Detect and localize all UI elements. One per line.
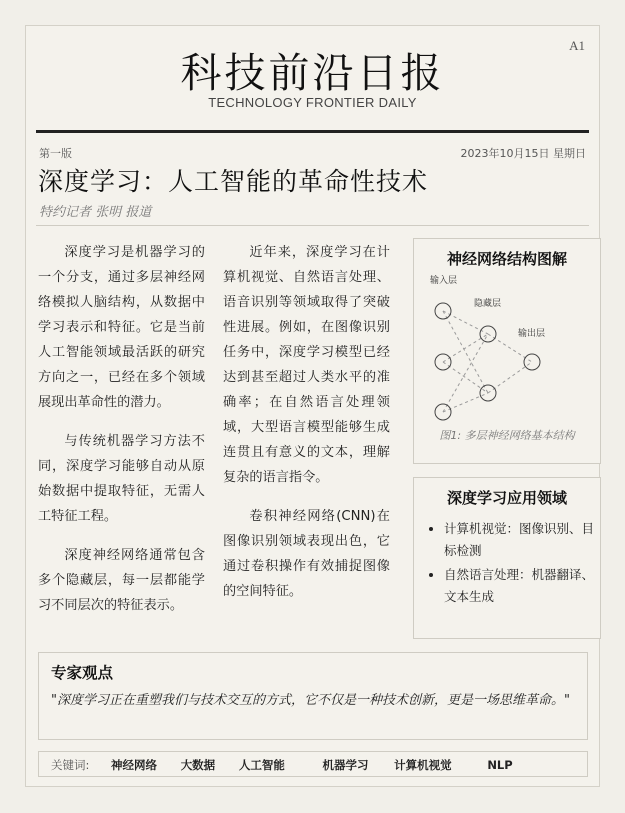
headline-rule xyxy=(36,225,589,226)
masthead-rule xyxy=(36,130,589,133)
network-diagram-box xyxy=(413,238,601,464)
hidden-layer-label: 隐藏层 xyxy=(474,299,502,309)
article-column-1 xyxy=(38,240,205,632)
applications-list xyxy=(414,518,600,608)
byline: 特约记者 张明 报道 xyxy=(39,205,152,220)
list-item: • 自然语言处理：机器翻译、文本生成 xyxy=(444,564,600,608)
expert-quote: "深度学习正在重塑我们与技术交互的方式，它不仅是一种技术创新，更是一场思维革命。" xyxy=(51,693,570,708)
keyword-tag: NLP xyxy=(487,758,513,772)
keyword-tag: 人工智能 xyxy=(238,758,285,772)
keyword-tag: 机器学习 xyxy=(322,758,369,772)
list-item: • 计算机视觉：图像识别、目标检测 xyxy=(444,518,600,562)
article-column-2 xyxy=(223,240,390,618)
newspaper-title: 科技前沿日报 xyxy=(180,49,445,97)
issue-date: 2023年10月15日 星期日 xyxy=(460,147,586,160)
newspaper-page xyxy=(25,25,600,787)
expert-opinion-box xyxy=(38,652,588,740)
headline: 深度学习：人工智能的革命性技术 xyxy=(38,167,429,196)
page-number: A1 xyxy=(569,38,585,53)
figure-caption: 图1: 多层神经网络基本结构 xyxy=(439,429,575,442)
paragraph: 深度神经网络通常包含多个隐藏层，每一层都能学习不同层次的特征表示。 xyxy=(38,548,205,613)
paragraph: 卷积神经网络(CNN)在图像识别领域表现出色，它通过卷积操作有效捕捉图像的空间特征。 xyxy=(223,509,390,599)
keywords-box xyxy=(38,751,588,777)
applications-box xyxy=(413,477,601,639)
connection xyxy=(443,334,488,412)
neural-network-diagram xyxy=(422,275,594,425)
paragraph: 近年来，深度学习在计算机视觉、自然语言处理、语音识别等领域取得了突破性进展。例如，在图像识别任务中，深度学习模型已经达到甚至超过人类水平的准确率；在自然语言处理领域，大型语言模型能够生成连贯且有意义的文本，理解复杂的语言指令。 xyxy=(223,245,390,485)
output-layer-label: 输出层 xyxy=(518,329,546,339)
paragraph: 深度学习是机器学习的一个分支，通过多层神经网络模拟人脑结构，从数据中学习表示和特征。它是当前人工智能领域最活跃的研究方向之一，已经在多个领域展现出革命性的潜力。 xyxy=(38,245,205,410)
input-layer-label: 输入层 xyxy=(430,276,458,286)
paragraph: 与传统机器学习方法不同，深度学习能够自动从原始数据中提取特征，无需人工特征工程。 xyxy=(38,434,205,524)
newspaper-subtitle: TECHNOLOGY FRONTIER DAILY xyxy=(208,95,417,110)
keywords-label: 关键词: xyxy=(51,758,90,772)
keyword-tag: 计算机视觉 xyxy=(394,758,452,772)
output-node xyxy=(524,354,540,370)
applications-title: 深度学习应用领域 xyxy=(446,489,567,507)
network-nodes xyxy=(435,303,540,420)
keyword-tag: 神经网络 xyxy=(111,758,158,772)
network-box-title: 神经网络结构图解 xyxy=(446,250,567,268)
keyword-tag: 大数据 xyxy=(180,758,216,772)
connection xyxy=(443,393,488,412)
edition-label: 第一版 xyxy=(39,147,72,160)
connection xyxy=(443,311,488,393)
expert-title: 专家观点 xyxy=(51,664,114,682)
